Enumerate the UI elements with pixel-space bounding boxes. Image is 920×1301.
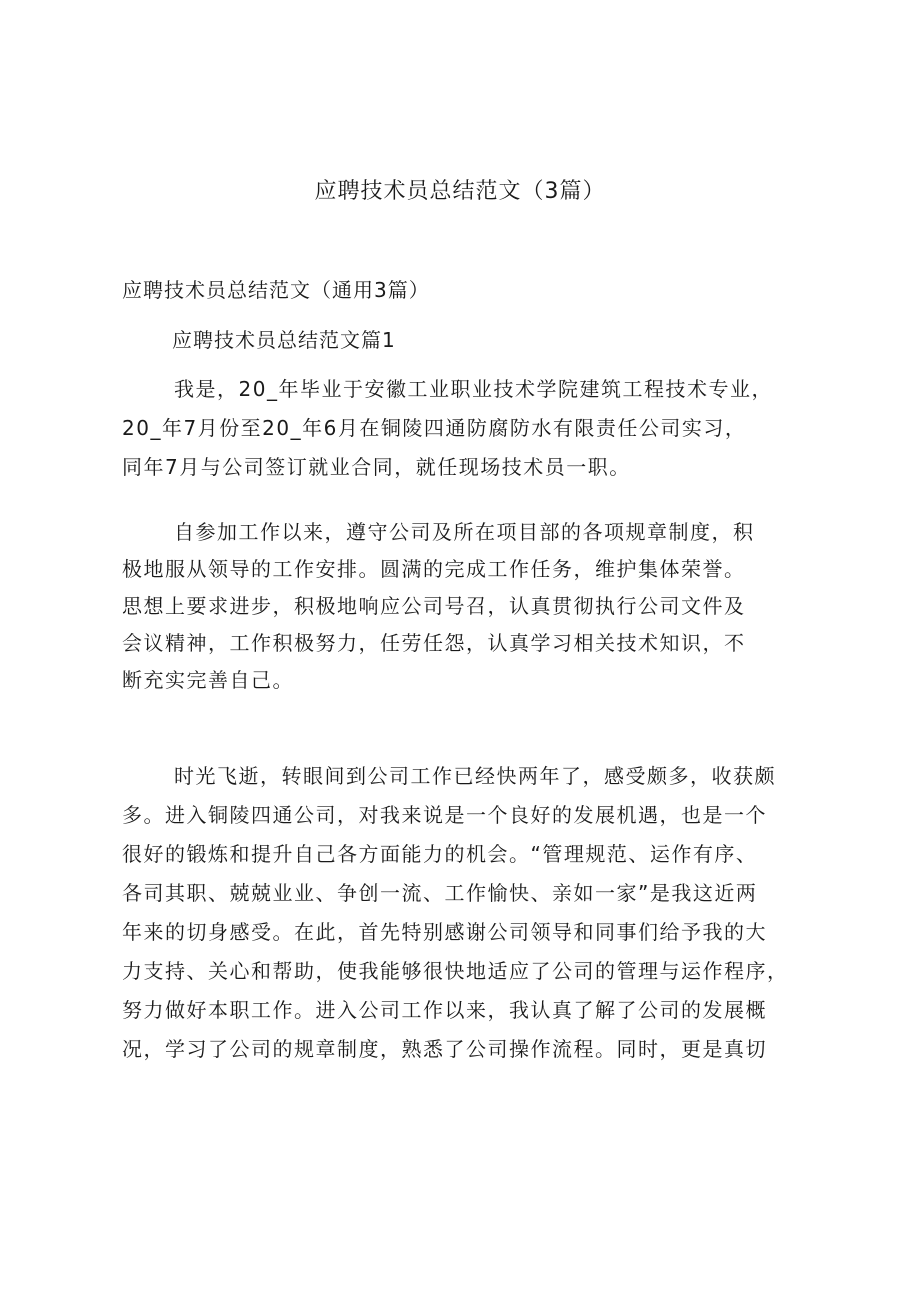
paragraph-line: 断充实完善自己。 [122, 668, 294, 692]
paragraph-line: 自参加工作以来，遵守公司及所在项目部的各项规章制度，积 [174, 520, 755, 544]
paragraph-line: 力支持、关心和帮助，使我能够很快地适应了公司的管理与运作程序， [122, 959, 789, 983]
document-subtitle: 应聘技术员总结范文（通用3篇） [122, 278, 430, 302]
paragraph-line: 况，学习了公司的规章制度，熟悉了公司操作流程。同时，更是真切 [122, 1037, 767, 1061]
paragraph-line: 极地服从领导的工作安排。圆满的完成工作任务，维护集体荣誉。 [122, 557, 746, 581]
paragraph-line: 时光飞逝，转眼间到公司工作已经快两年了，感受颇多，收获颇 [174, 764, 776, 788]
paragraph-3 [122, 757, 842, 1069]
paragraph-line: 20_年7月份至20_年6月在铜陵四通防腐防水有限责任公司实习， [122, 416, 747, 440]
paragraph-line: 努力做好本职工作。进入公司工作以来，我认真了解了公司的发展概 [122, 998, 767, 1022]
paragraph-1 [122, 370, 842, 487]
paragraph-line: 年来的切身感受。在此，首先特别感谢公司领导和同事们给予我的大 [122, 920, 767, 944]
document-title: 应聘技术员总结范文（3篇） [314, 179, 606, 204]
paragraph-line: 同年7月与公司签订就业合同，就任现场技术员一职。 [122, 455, 631, 479]
paragraph-2 [122, 514, 842, 699]
paragraph-line: 很好的锻炼和提升自己各方面能力的机会。“管理规范、运作有序、 [122, 842, 758, 866]
section-heading: 应聘技术员总结范文篇1 [172, 328, 396, 352]
paragraph-line: 会议精神，工作积极努力，任劳任怨，认真学习相关技术知识，不 [122, 631, 746, 655]
paragraph-line: 思想上要求进步，积极地响应公司号召，认真贯彻执行公司文件及 [122, 594, 746, 618]
paragraph-line: 我是，20_年毕业于安徽工业职业技术学院建筑工程技术专业， [174, 377, 773, 401]
paragraph-line: 各司其职、兢兢业业、争创一流、工作愉快、亲如一家”是我这近两 [122, 881, 758, 905]
paragraph-line: 多。进入铜陵四通公司，对我来说是一个良好的发展机遇，也是一个 [122, 803, 767, 827]
